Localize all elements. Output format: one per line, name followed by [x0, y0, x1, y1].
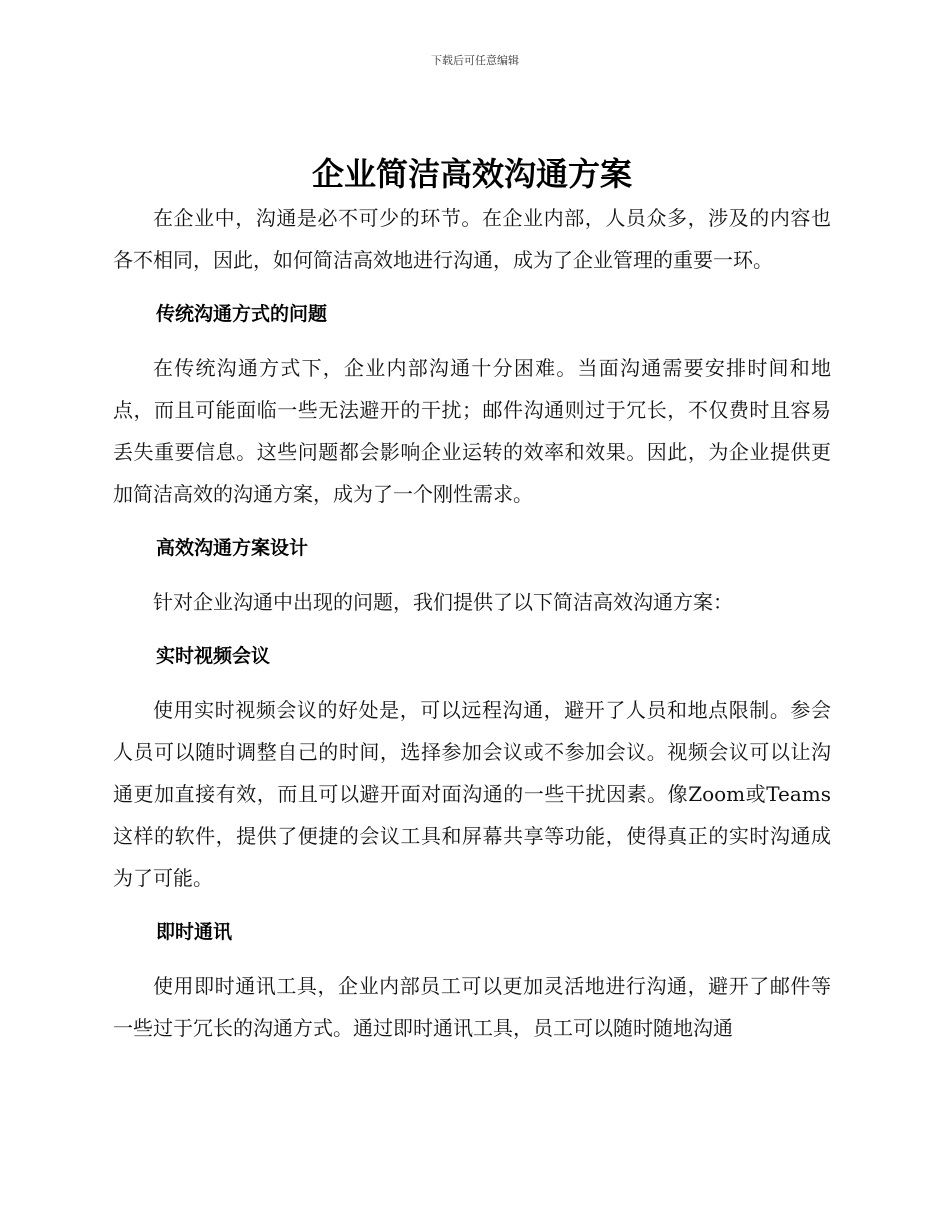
section-body-instant-messaging: 使用即时通讯工具，企业内部员工可以更加灵活地进行沟通，避开了邮件等一些过于冗长的沟通方式。通过即时通讯工具，员工可以随时随地沟通 [113, 974, 831, 1040]
page-header-note: 下载后可任意编辑 [431, 54, 519, 67]
section-heading-traditional-problems: 传统沟通方式的问题 [156, 303, 328, 325]
intro-paragraph: 在企业中，沟通是必不可少的环节。在企业内部，人员众多，涉及的内容也各不相同，因此，如何简洁高效地进行沟通，成为了企业管理的重要一环。 [113, 206, 831, 272]
section-body-traditional-problems: 在传统沟通方式下，企业内部沟通十分困难。当面沟通需要安排时间和地点，而且可能面临一些无法避开的干扰；邮件沟通则过于冗长，不仅费时且容易丢失重要信息。这些问题都会影响企业运转的效率和效果。因此，为企业提供更加简洁高效的沟通方案，成为了一个刚性需求。 [113, 356, 831, 506]
section-body-solution-design: 针对企业沟通中出现的问题，我们提供了以下简洁高效沟通方案： [153, 590, 733, 614]
document-title: 企业简洁高效沟通方案 [311, 155, 632, 193]
section-body-video-meeting: 使用实时视频会议的好处是，可以远程沟通，避开了人员和地点限制。参会人员可以随时调整自己的时间，选择参加会议或不参加会议。视频会议可以让沟通更加直接有效，而且可以避开面对面沟通的一些干扰因素。像Zoom或Teams这样的软件，提供了便捷的会议工具和屏幕共享等功能，使得真正的实时沟通成为了可能。 [113, 698, 831, 890]
section-heading-video-meeting: 实时视频会议 [156, 645, 271, 667]
document-body [113, 151, 831, 1049]
section-heading-instant-messaging: 即时通讯 [156, 921, 233, 943]
section-heading-solution-design: 高效沟通方案设计 [156, 537, 309, 559]
